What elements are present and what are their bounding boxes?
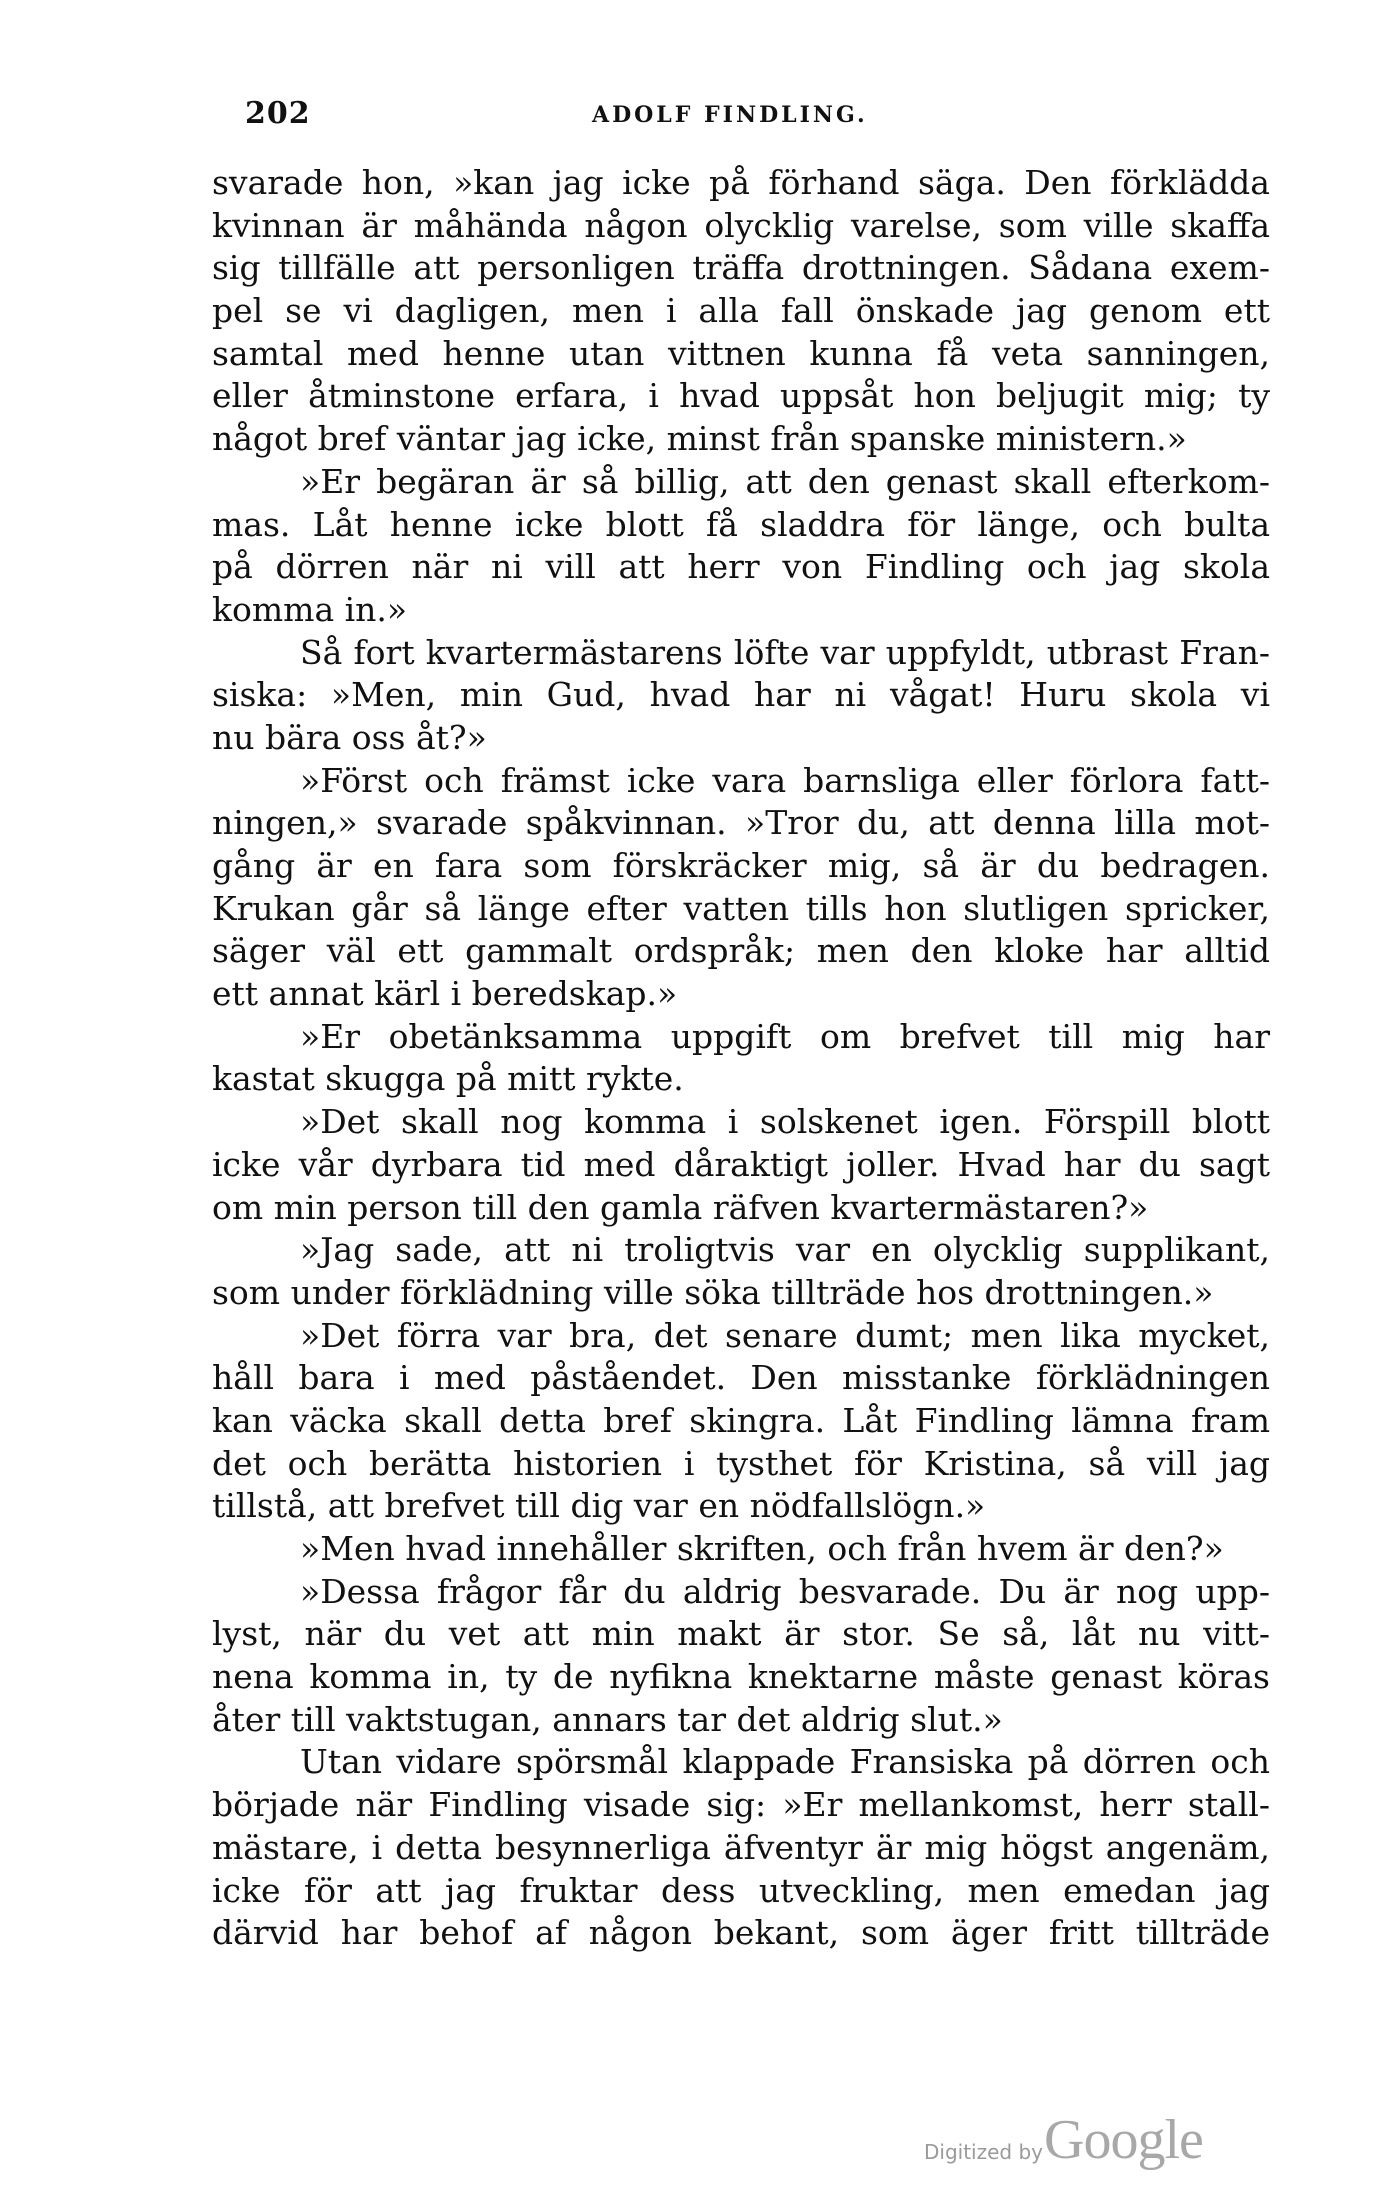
text-line: nena komma in, ty de nyfikna knektarne måste genast köras <box>212 1657 1270 1697</box>
text-line: Utan vidare spörsmål klappade Fransiska på dörren och <box>300 1742 1270 1782</box>
running-head: ADOLF FINDLING. <box>592 102 868 128</box>
text-line: åter till vaktstugan, annars tar det aldrig slut.» <box>212 1699 1003 1739</box>
text-line: »Men hvad innehåller skriften, och från hvem är den?» <box>300 1529 1224 1568</box>
text-line: »Först och främst icke vara barnsliga eller förlora fatt- <box>300 760 1270 800</box>
text-line: siska: »Men, min Gud, hvad har ni vågat! Huru skola vi <box>212 675 1270 715</box>
text-line: Krukan går så länge efter vatten tills hon slutligen spricker, <box>212 888 1270 928</box>
text-line: nu bära oss åt?» <box>212 717 487 757</box>
text-line: säger väl ett gammalt ordspråk; men den kloke har alltid <box>212 931 1270 971</box>
text-line: därvid har behof af någon bekant, som äger fritt tillträde <box>212 1913 1270 1953</box>
text-line: »Er begäran är så billig, att den genast skall efterkom- <box>300 461 1270 501</box>
text-line: kvinnan är måhända någon olycklig varelse, som ville skaffa <box>212 205 1270 245</box>
text-line: kastat skugga på mitt rykte. <box>212 1059 684 1099</box>
text-line: håll bara i med påståendet. Den misstanke förklädningen <box>212 1358 1270 1398</box>
digitized-by-label: Digitized by <box>924 2140 1043 2164</box>
text-line: ett annat kärl i beredskap.» <box>212 974 678 1014</box>
text-line: pel se vi dagligen, men i alla fall önskade jag genom ett <box>212 291 1270 331</box>
text-line: icke för att jag fruktar dess utveckling, men emedan jag <box>212 1870 1270 1910</box>
text-line: eller åtminstone erfara, i hvad uppsåt hon beljugit mig; ty <box>212 376 1270 416</box>
text-line: lyst, när du vet att min makt är stor. Se så, låt nu vitt- <box>212 1614 1270 1654</box>
text-line: »Det skall nog komma i solskenet igen. Förspill blott <box>300 1102 1270 1142</box>
google-logo: Google <box>1044 2109 1203 2171</box>
text-line: på dörren när ni vill att herr von Findling och jag skola <box>212 547 1270 587</box>
text-line: tillstå, att brefvet till dig var en nödfallslögn.» <box>212 1486 986 1526</box>
body-text <box>212 162 1270 1955</box>
text-line: något bref väntar jag icke, minst från spanske ministern.» <box>212 419 1187 459</box>
text-line: mästare, i detta besynnerliga äfventyr är mig högst angenäm, <box>212 1827 1270 1867</box>
text-line: mas. Låt henne icke blott få sladdra för länge, och bulta <box>212 504 1270 544</box>
text-line: »Jag sade, att ni troligtvis var en olycklig supplikant, <box>300 1230 1270 1270</box>
text-line: som under förklädning ville söka tillträde hos drottningen.» <box>212 1272 1214 1312</box>
text-line: ningen,» svarade spåkvinnan. »Tror du, att denna lilla mot- <box>212 803 1270 843</box>
text-line: »Er obetänksamma uppgift om brefvet till mig har <box>300 1016 1270 1056</box>
text-line: komma in.» <box>212 589 408 629</box>
text-line: »Det förra var bra, det senare dumt; men lika mycket, <box>300 1315 1270 1355</box>
text-line: svarade hon, »kan jag icke på förhand säga. Den förklädda <box>212 163 1270 202</box>
page-number: 202 <box>245 96 311 131</box>
text-line: »Dessa frågor får du aldrig besvarade. Du är nog upp- <box>300 1571 1270 1611</box>
text-line: det och berätta historien i tysthet för Kristina, så vill jag <box>212 1443 1270 1483</box>
text-line: började när Findling visade sig: »Er mellankomst, herr stall- <box>212 1785 1270 1825</box>
text-line: sig tillfälle att personligen träffa drottningen. Sådana exem- <box>212 248 1270 288</box>
text-line: Så fort kvartermästarens löfte var uppfyldt, utbrast Fran- <box>300 632 1270 672</box>
text-line: samtal med henne utan vittnen kunna få veta sanningen, <box>212 333 1270 373</box>
text-line: kan väcka skall detta bref skingra. Låt Findling lämna fram <box>212 1400 1270 1440</box>
text-line: om min person till den gamla räfven kvartermästaren?» <box>212 1187 1149 1227</box>
text-line: gång är en fara som förskräcker mig, så är du bedragen. <box>212 846 1270 885</box>
text-line: icke vår dyrbara tid med dåraktigt joller. Hvad har du sagt <box>212 1144 1270 1184</box>
